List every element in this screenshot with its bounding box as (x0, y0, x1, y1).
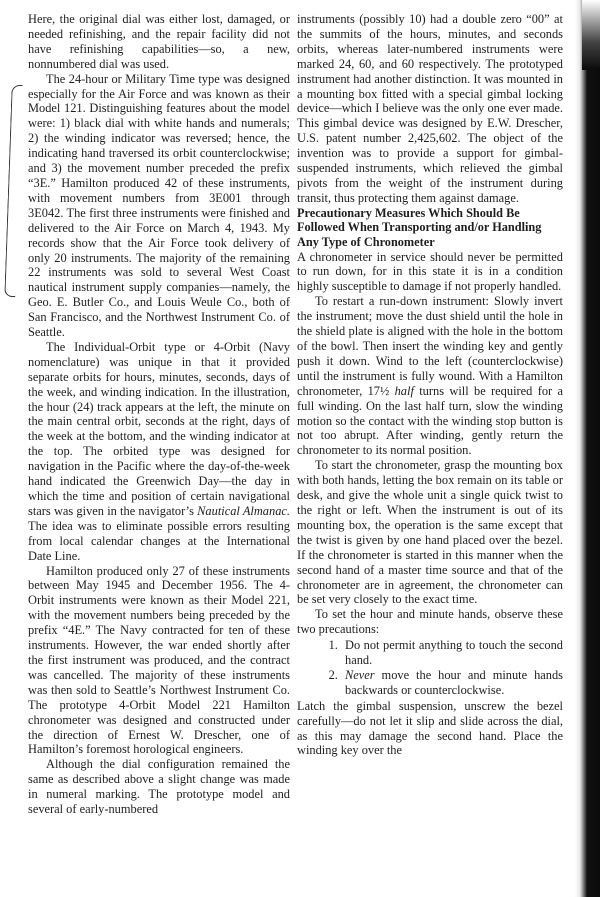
italic-never: Never (345, 667, 375, 682)
text-run: The Individual-Orbit type or 4-Orbit (Navy nomenclature) was unique in that it provided separate orbits for hours, minutes, seconds, days of the week, and winding indication. In the illustration, the hour (24) track appears at the left, the minute on the main central orbit, seconds at the right, days of the week at the bottom, and the winding indicator at the top. The orbited type was designed for navigation in the Pacific where the day-of-the-week hand indicated the Greenwich Day—the day in which the time and position of certain navigational stars was given in the navigator’s (28, 339, 290, 518)
right-column (297, 12, 563, 758)
left-column (28, 12, 290, 817)
text-run: move the hour and minute hands backwards or counterclockwise. (345, 667, 563, 697)
italic-nautical-almanac: Nautical Almanac. (197, 503, 290, 518)
text-run: turns will be required for a full winding. On the last half turn, slow the winding motion so the contact with the winding stop button is not too abrupt. After winding, gently return the chronometer to its normal position. (297, 383, 563, 458)
paragraph-latch-gimbal: Latch the gimbal suspension, unscrew the bezel carefully—do not let it slip and slide across the dial, as this may damage the second hand. Place the winding key over the (297, 698, 563, 758)
paragraph-run-down: A chronometer in service should never be permitted to run down, for in this state it is in a condition highly susceptible to damage if not properly handled. (297, 249, 563, 294)
paragraph-dial-note: Here, the original dial was either lost, damaged, or needed refinishing, and the repair facility did not have refinishing capabilities—so, a new, nonnumbered dial was used. (28, 12, 290, 71)
margin-bracket-mark (4, 85, 22, 297)
precaution-item: 1. Do not permit anything to touch the second hand. (341, 638, 563, 668)
paragraph-model-221: Hamilton produced only 27 of these instruments between May 1945 and December 1956. The 4-Orbit instruments were known as their Model 221, with the movement numbers being preceded by the prefix “4E.” The Navy contracted for ten of these instruments. However, the war ended shortly after the first instrument was produced, and the contract was cancelled. The majority of these instruments was then sold to Seattle’s Northwest Instrument Co. The prototype 4-Orbit Model 221 Hamilton chronometer was designed and constructed under the direction of Ernest W. Drescher, one of Hamilton’s foremost horological engineers. (28, 563, 290, 757)
precautions-list (297, 638, 563, 698)
precaution-item (341, 668, 563, 698)
text-run: The idea was to eliminate possible errors resulting from local calendar changes at the International Date Line. (28, 518, 290, 563)
scan-edge-shadow (575, 0, 600, 897)
paragraph-military-time: The 24-hour or Military Time type was designed especially for the Air Force and was known as their Model 121. Distinguishing features about the model were: 1) black dial with white hands and numerals; 2) the winding indicator was reversed; hence, the indicating hand traversed its orbit counterclockwise; and 3) the movement number preceded the prefix “3E.” Hamilton produced 42 of these instruments, with movement numbers from 3E001 through 3E042. The first three instruments were finished and delivered to the Air Force on March 4, 1943. My records show that the Air Force took delivery of only 20 instruments. The majority of the remaining 22 instruments was sold to several West Coast nautical instrument supply companies—namely, the Geo. E. Butler Co., and Louis Weule Co., both of San Francisco, and the Northwest Instrument Co. of Seattle. (28, 71, 290, 340)
paragraph-dial-configuration: Although the dial configuration remained the same as described above a slight change was made in numeral marking. The prototype model and several of early-numbered (28, 757, 290, 817)
text-run: To restart a run-down instrument: Slowly invert the instrument; move the dust shield until the hole in the shield plate is aligned with the hole in the bottom of the bowl. Then insert the winding key and gently push it down. Wind to the left (counterclockwise) until the instrument is fully wound. With a Hamilton chronometer, 17½ (297, 294, 563, 398)
paragraph-restart (297, 294, 563, 458)
paragraph-set-hands: To set the hour and minute hands, observe these two precautions: (297, 607, 563, 637)
section-heading: Precautionary Measures Which Should Be Followed When Transporting and/or Handling Any Type of Chronometer (297, 205, 542, 249)
paragraph-double-zero: instruments (possibly 10) had a double zero “00” at the summits of the hours, minutes, and seconds orbits, whereas later-numbered instruments were marked 24, 60, and 60 respectively. The prototyped instrument had another distinction. It was mounted in a mounting box fitted with a special gimbal locking device—which I believe was the only one ever made. This gimbal device was designed by E.W. Drescher, U.S. patent number 2,425,602. The object of the invention was to provide a support for gimbal-suspended instruments, which relieved the gimbal pivots from the weight of the instrument during transit, thus protecting them against damage. (297, 12, 563, 205)
scan-edge-shadow-top (582, 0, 600, 70)
italic-half: half (394, 383, 414, 398)
paragraph-individual-orbit (28, 340, 290, 564)
paragraph-start-chronometer: To start the chronometer, grasp the mounting box with both hands, letting the box remain on its table or desk, and give the whole unit a single quick twist to the right or left. When the instrument is out of its mounting box, the operation is the same except that the twist is given by one hand placed over the bezel. If the chronometer is started in this manner when the second hand of a master time source and that of the chronometer are in agreement, the chronometer can be set very closely to the exact time. (297, 458, 563, 607)
